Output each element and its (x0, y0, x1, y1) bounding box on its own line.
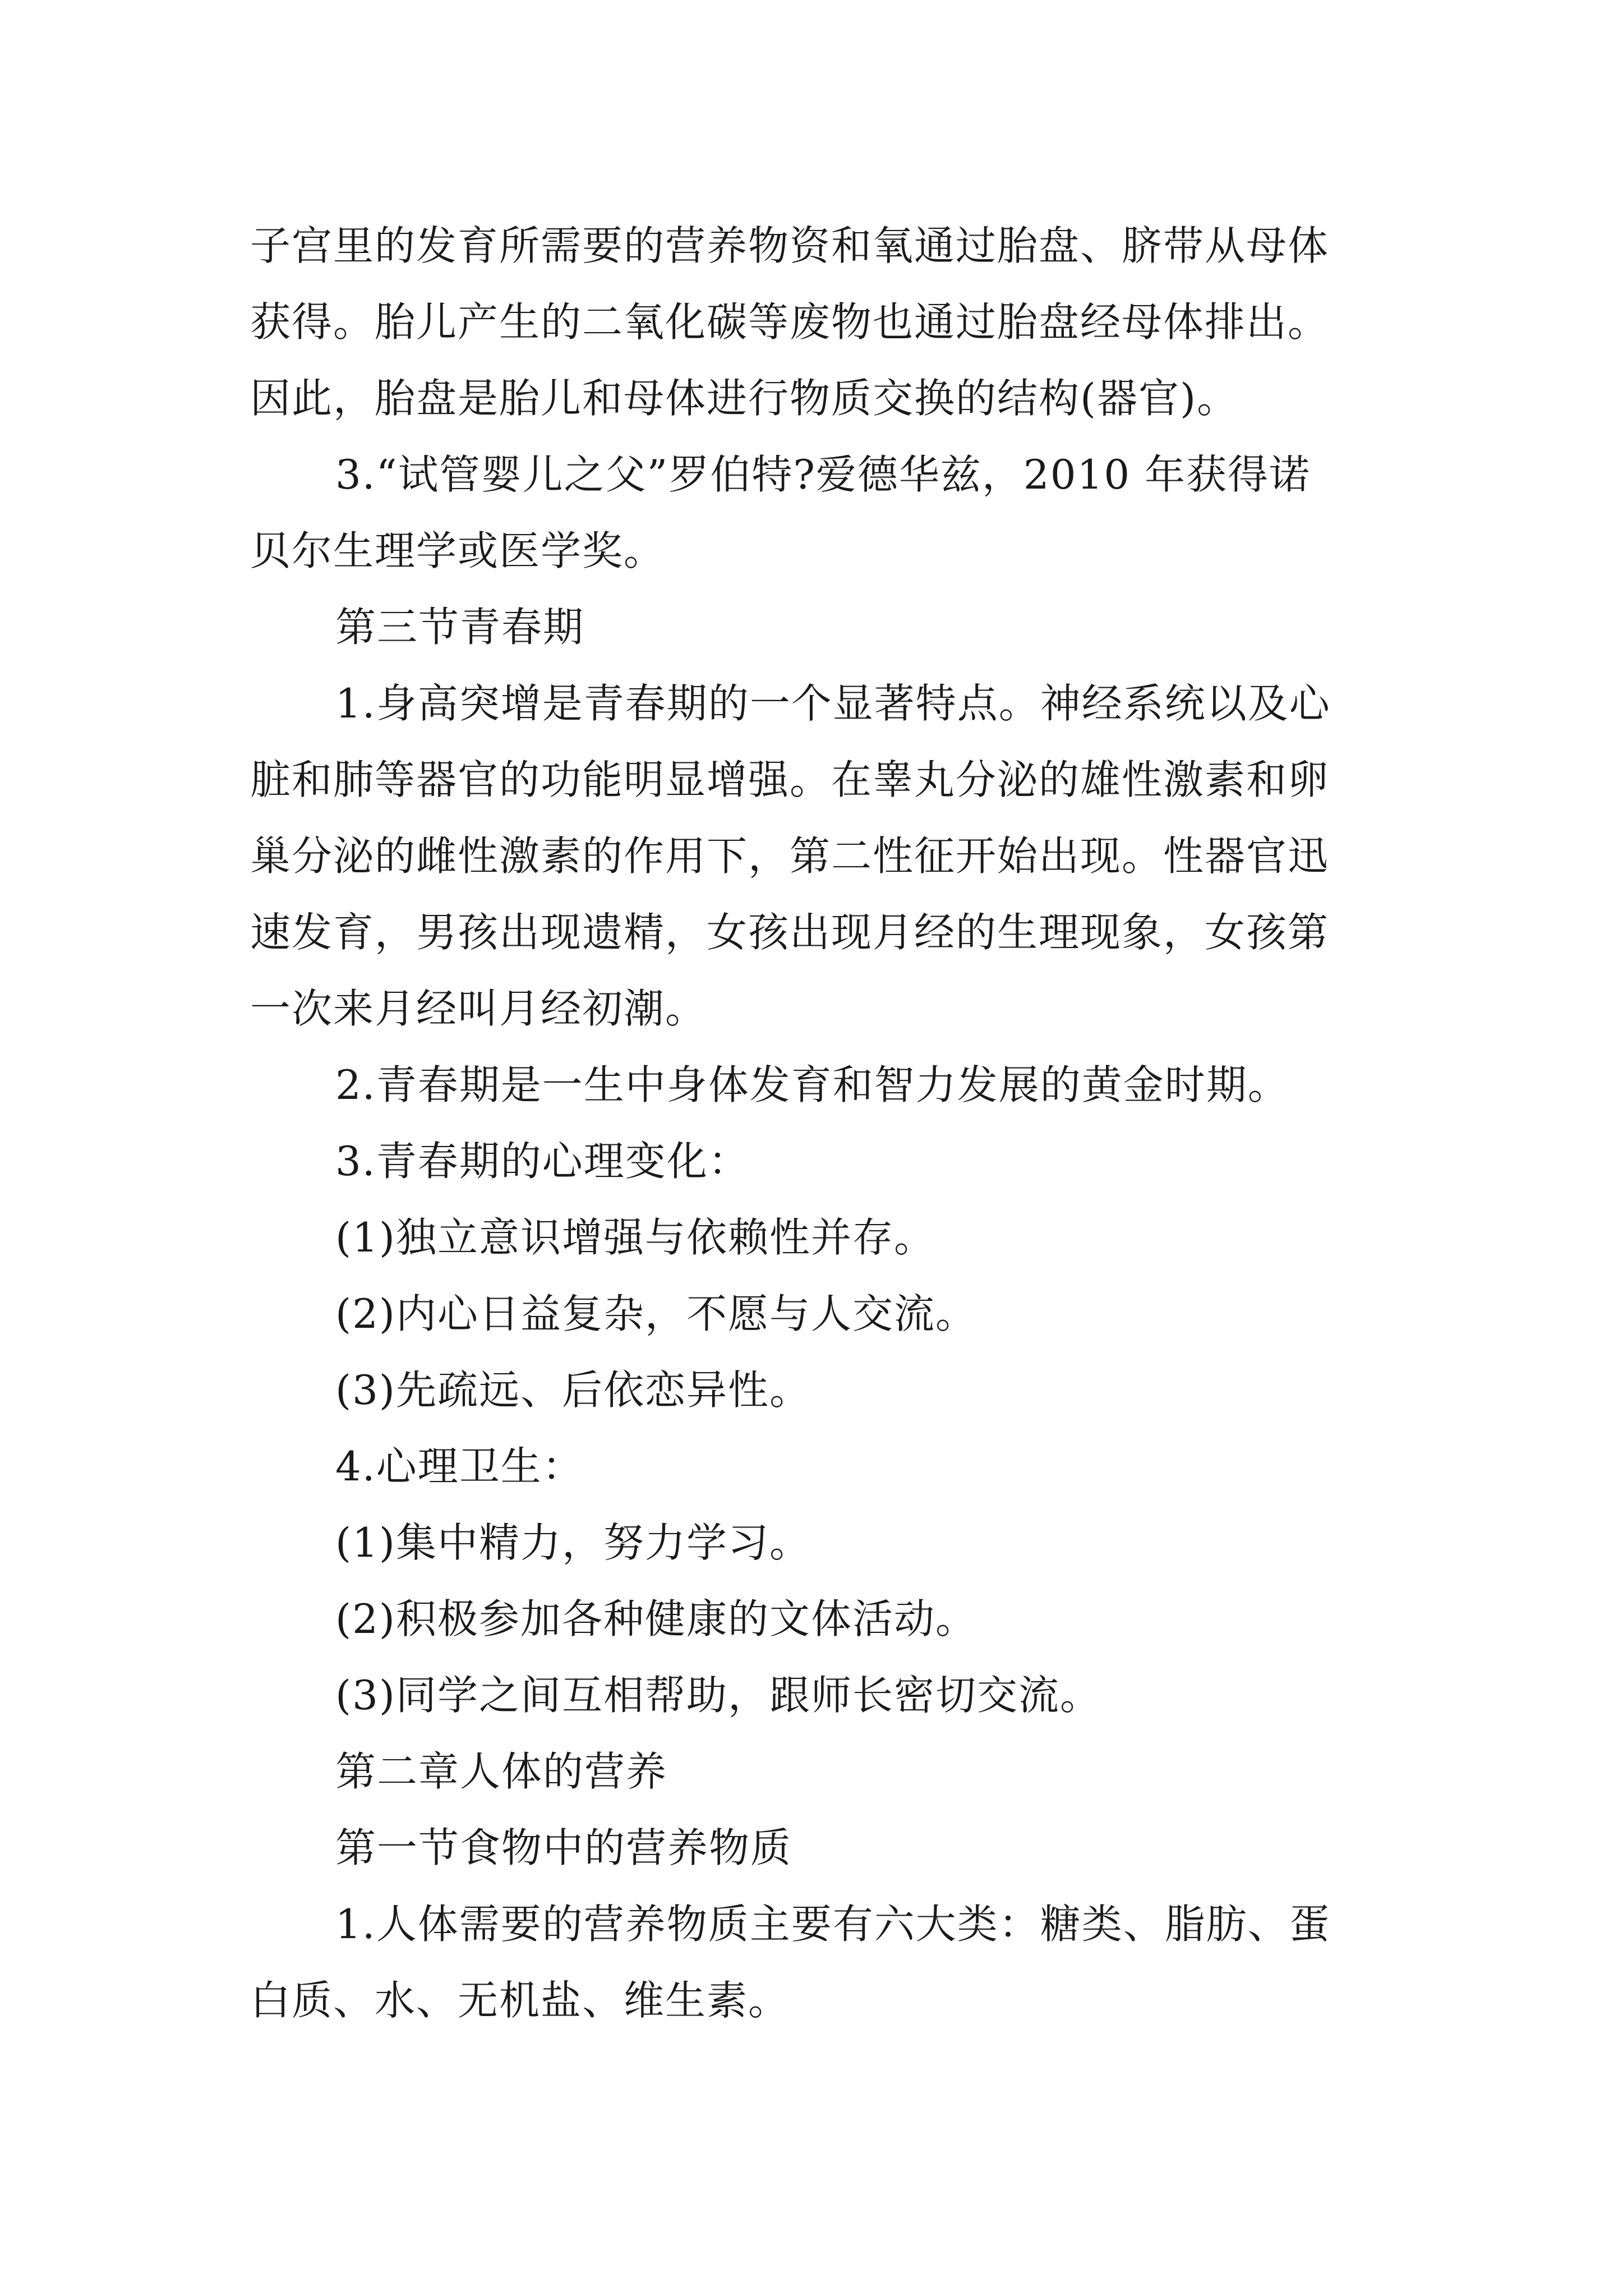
list-item: (2)积极参加各种健康的文体活动。 (335, 1595, 977, 1642)
text-line: 3.青春期的心理变化： (335, 1138, 750, 1185)
text-line: 一次来月经叫月经初潮。 (250, 985, 707, 1032)
text-line: 2.青春期是一生中身体发育和智力发展的黄金时期。 (335, 1061, 1289, 1108)
text-line: 1.身高突增是青春期的一个显著特点。神经系统以及心 (335, 680, 1331, 727)
text-line: 速发育，男孩出现遗精，女孩出现月经的生理现象，女孩第 (250, 909, 1330, 956)
text-line: 3.“试管婴儿之父”罗伯特?爱德华兹，2010 年获得诺 (335, 451, 1311, 498)
list-item: (3)同学之间互相帮助，跟师长密切交流。 (335, 1672, 1101, 1719)
text-line: 巢分泌的雌性激素的作用下，第二性征开始出现。性器官迅 (250, 832, 1330, 880)
text-line: 因此，胎盘是胎儿和母体进行物质交换的结构(器官)。 (250, 375, 1239, 422)
text-line: 贝尔生理学或医学奖。 (250, 527, 666, 574)
section-heading: 第三节青春期 (335, 604, 585, 651)
text-line: 白质、水、无机盐、维生素。 (250, 1977, 790, 2024)
list-item: (1)独立意识增强与依赖性并存。 (335, 1214, 935, 1261)
document-body (250, 208, 1394, 2039)
text-line: 获得。胎儿产生的二氧化碳等废物也通过胎盘经母体排出。 (250, 298, 1330, 346)
list-item: (3)先疏远、后依恋异性。 (335, 1366, 811, 1414)
text-line: 4.心理卫生： (335, 1443, 584, 1490)
text-line: 1.人体需要的营养物质主要有六大类：糖类、脂肪、蛋 (335, 1901, 1331, 1948)
list-item: (2)内心日益复杂，不愿与人交流。 (335, 1290, 977, 1337)
list-item: (1)集中精力，努力学习。 (335, 1519, 811, 1566)
text-line: 脏和肺等器官的功能明显增强。在睾丸分泌的雄性激素和卵 (250, 756, 1330, 803)
section-heading: 第一节食物中的营养物质 (335, 1824, 792, 1871)
text-line: 子宫里的发育所需要的营养物资和氧通过胎盘、脐带从母体 (250, 222, 1330, 269)
chapter-heading: 第二章人体的营养 (335, 1748, 668, 1795)
